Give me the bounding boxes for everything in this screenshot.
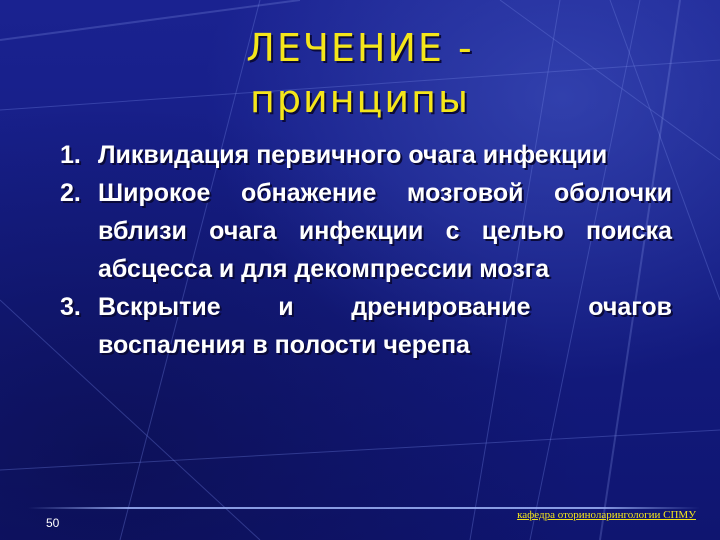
list-item bbox=[60, 174, 672, 288]
principles-list bbox=[60, 136, 672, 364]
list-item-number: 1. bbox=[60, 141, 81, 169]
slide-title-line-2: принципы bbox=[250, 77, 470, 121]
list-item bbox=[60, 136, 672, 174]
slide-title-line-1: ЛЕЧЕНИЕ - bbox=[246, 26, 474, 70]
list-item-number: 3. bbox=[60, 293, 81, 321]
list-item-text: Широкое обнажение мозговой оболочки вблизи очага инфекции с целью поиска абсцесса и для декомпрессии мозга bbox=[98, 179, 672, 283]
list-item-text: Вскрытие и дренирование очагов воспаления в полости черепа bbox=[98, 293, 672, 359]
list-item-text: Ликвидация первичного очага инфекции bbox=[98, 141, 608, 169]
list-item bbox=[60, 288, 672, 364]
footer-department: кафедра оториноларингологии СПМУ bbox=[517, 509, 696, 521]
page-number: 50 bbox=[46, 516, 60, 530]
list-item-number: 2. bbox=[60, 179, 81, 207]
